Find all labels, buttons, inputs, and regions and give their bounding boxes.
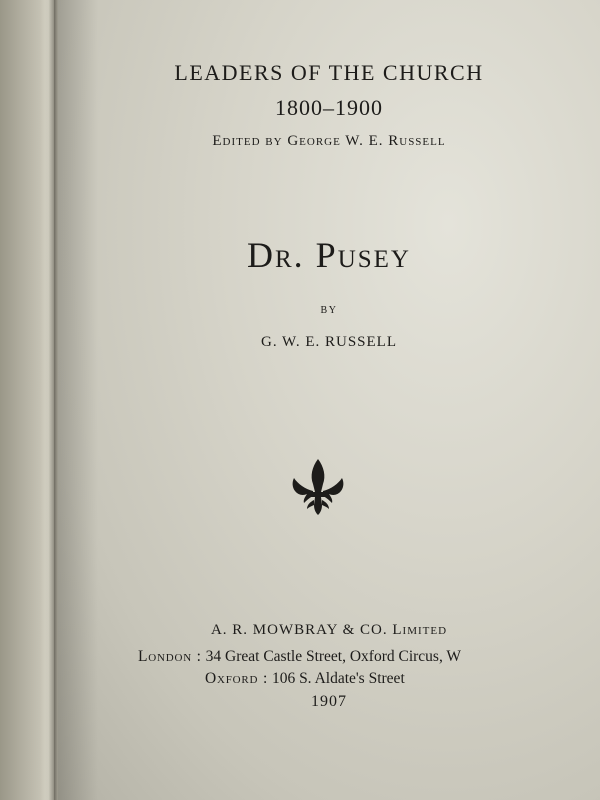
series-editor: Edited by George W. E. Russell <box>212 133 446 149</box>
author-name: G. W. E. RUSSELL <box>260 334 397 350</box>
london-address-line <box>138 648 461 666</box>
publisher: A. R. MOWBRAY & CO. <box>210 622 388 638</box>
publisher-suffix: Limited <box>392 622 448 638</box>
series-title: LEADERS OF THE CHURCH <box>174 60 484 85</box>
oxford-address: 106 S. Aldate's Street <box>271 670 405 687</box>
publication-year: 1907 <box>311 693 347 710</box>
by-line: BY <box>320 305 338 316</box>
london-address: 34 Great Castle Street, Oxford Circus, W <box>205 648 462 665</box>
oxford-label: Oxford : <box>205 670 269 687</box>
oxford-address-line <box>205 670 405 688</box>
left-page-edge <box>40 0 54 800</box>
london-label: London : <box>138 648 202 665</box>
fleur-de-lis-icon <box>291 458 345 516</box>
book-title: Dr. Pusey <box>247 235 411 275</box>
series-years: 1800–1900 <box>275 95 383 120</box>
publisher-name <box>58 622 600 639</box>
